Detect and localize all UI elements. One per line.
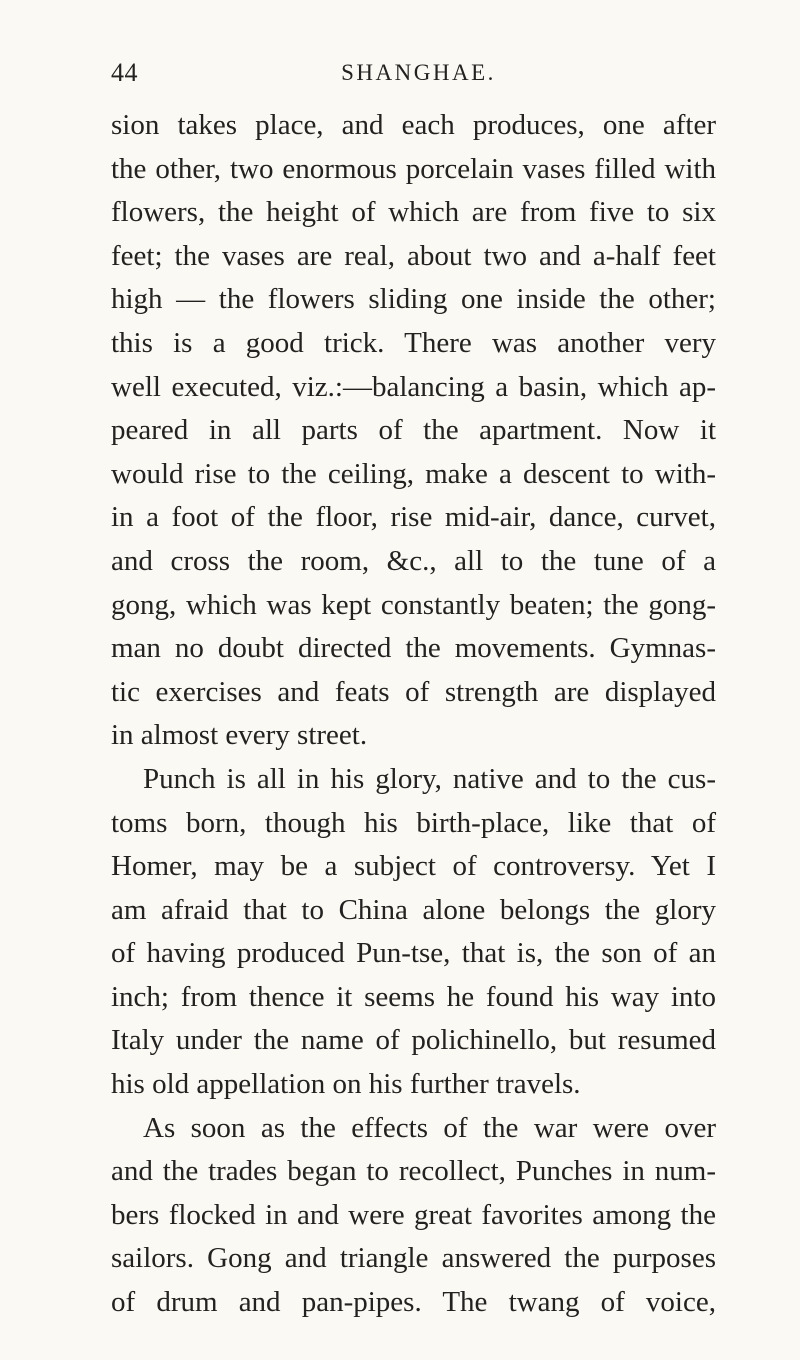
body-text (111, 104, 716, 1325)
text-line: toms born, though his birth-place, like that of (111, 806, 716, 839)
text-line: this is a good trick. There was another very (111, 326, 716, 359)
page-header (111, 58, 716, 90)
text-line: of drum and pan-pipes. The twang of voice, (111, 1286, 716, 1319)
text-line: Homer, may be a subject of controversy. Yet I (111, 850, 716, 883)
text-line: As soon as the effects of the war were over (143, 1111, 716, 1144)
text-line: the other, two enormous porcelain vases filled with (111, 152, 716, 185)
text-line: Punch is all in his glory, native and to the cus- (143, 762, 716, 795)
text-line: sailors. Gong and triangle answered the purposes (111, 1242, 716, 1275)
text-line: in almost every street. (111, 719, 368, 752)
text-line: bers flocked in and were great favorites among the (111, 1198, 716, 1231)
text-line: high — the flowers sliding one inside the other; (111, 283, 716, 316)
text-line: gong, which was kept constantly beaten; the gong- (111, 588, 716, 621)
text-line: would rise to the ceiling, make a descent to with- (111, 457, 716, 490)
text-line: sion takes place, and each produces, one after (111, 109, 716, 141)
text-line: tic exercises and feats of strength are displayed (111, 675, 716, 708)
text-line: am afraid that to China alone belongs the glory (111, 893, 716, 926)
running-head: SHANGHAE. (341, 60, 496, 85)
text-line: Italy under the name of polichinello, but resumed (111, 1024, 716, 1057)
text-line: in a foot of the floor, rise mid-air, dance, curvet, (111, 501, 716, 534)
text-line: well executed, viz.:—balancing a basin, which ap- (111, 370, 716, 403)
text-line: inch; from thence it seems he found his way into (111, 980, 716, 1013)
text-line: flowers, the height of which are from five to six (111, 196, 716, 229)
text-line: his old appellation on his further travels. (111, 1068, 581, 1101)
text-line: man no doubt directed the movements. Gymnas- (111, 632, 716, 665)
text-line: and the trades began to recollect, Punches in num- (111, 1155, 716, 1188)
text-line: of having produced Pun-tse, that is, the son of an (111, 937, 716, 970)
text-line: feet; the vases are real, about two and a-half feet (111, 239, 716, 272)
text-line: and cross the room, &c., all to the tune of a (111, 544, 716, 577)
page-number: 44 (111, 58, 138, 87)
text-line: peared in all parts of the apartment. Now it (111, 414, 716, 447)
